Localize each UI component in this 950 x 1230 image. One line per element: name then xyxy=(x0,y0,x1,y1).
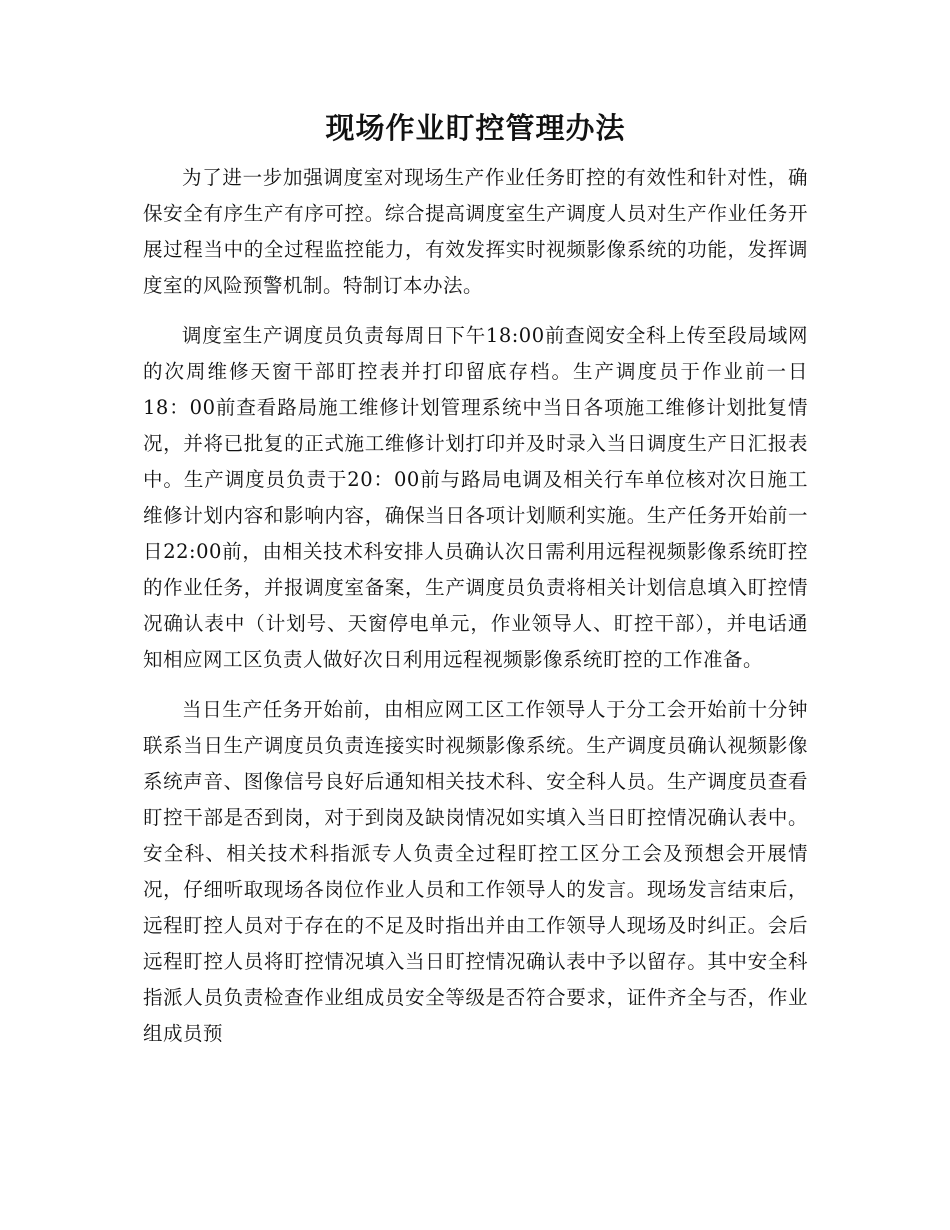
document-page xyxy=(143,108,808,1052)
paragraph-planning: 调度室生产调度员负责每周日下午18:00前查阅安全科上传至段局域网的次周维修天窗干部盯控表并打印留底存档。生产调度员于作业前一日18：00前查看路局施工维修计划管理系统中当日各项施工维修计划批复情况，并将已批复的正式施工维修计划打印并及时录入当日调度生产日汇报表中。生产调度员负责于20：00前与路局电调及相关行车单位核对次日施工维修计划内容和影响内容，确保当日各项计划顺利实施。生产任务开始前一日22:00前，由相关技术科安排人员确认次日需利用远程视频影像系统盯控的作业任务，并报调度室备案，生产调度员负责将相关计划信息填入盯控情况确认表中（计划号、天窗停电单元，作业领导人、盯控干部），并电话通知相应网工区负责人做好次日利用远程视频影像系统盯控的工作准备。 xyxy=(143,324,808,671)
paragraph-execution: 当日生产任务开始前，由相应网工区工作领导人于分工会开始前十分钟联系当日生产调度员负责连接实时视频影像系统。生产调度员确认视频影像系统声音、图像信号良好后通知相关技术科、安全科人员。生产调度员查看盯控干部是否到岗，对于到岗及缺岗情况如实填入当日盯控情况确认表中。安全科、相关技术科指派专人负责全过程盯控工区分工会及预想会开展情况，仔细听取现场各岗位作业人员和工作领导人的发言。现场发言结束后，远程盯控人员对于存在的不足及时指出并由工作领导人现场及时纠正。会后远程盯控人员将盯控情况填入当日盯控情况确认表中予以留存。其中安全科指派人员负责检查作业组成员安全等级是否符合要求，证件齐全与否，作业组成员预 xyxy=(143,698,808,1045)
document-title: 现场作业盯控管理办法 xyxy=(325,111,626,145)
paragraph-purpose: 为了进一步加强调度室对现场生产作业任务盯控的有效性和针对性，确保安全有序生产有序可控。综合提高调度室生产调度人员对生产作业任务开展过程当中的全过程监控能力，有效发挥实时视频影像系统的功能，发挥调度室的风险预警机制。特制订本办法。 xyxy=(143,166,808,297)
